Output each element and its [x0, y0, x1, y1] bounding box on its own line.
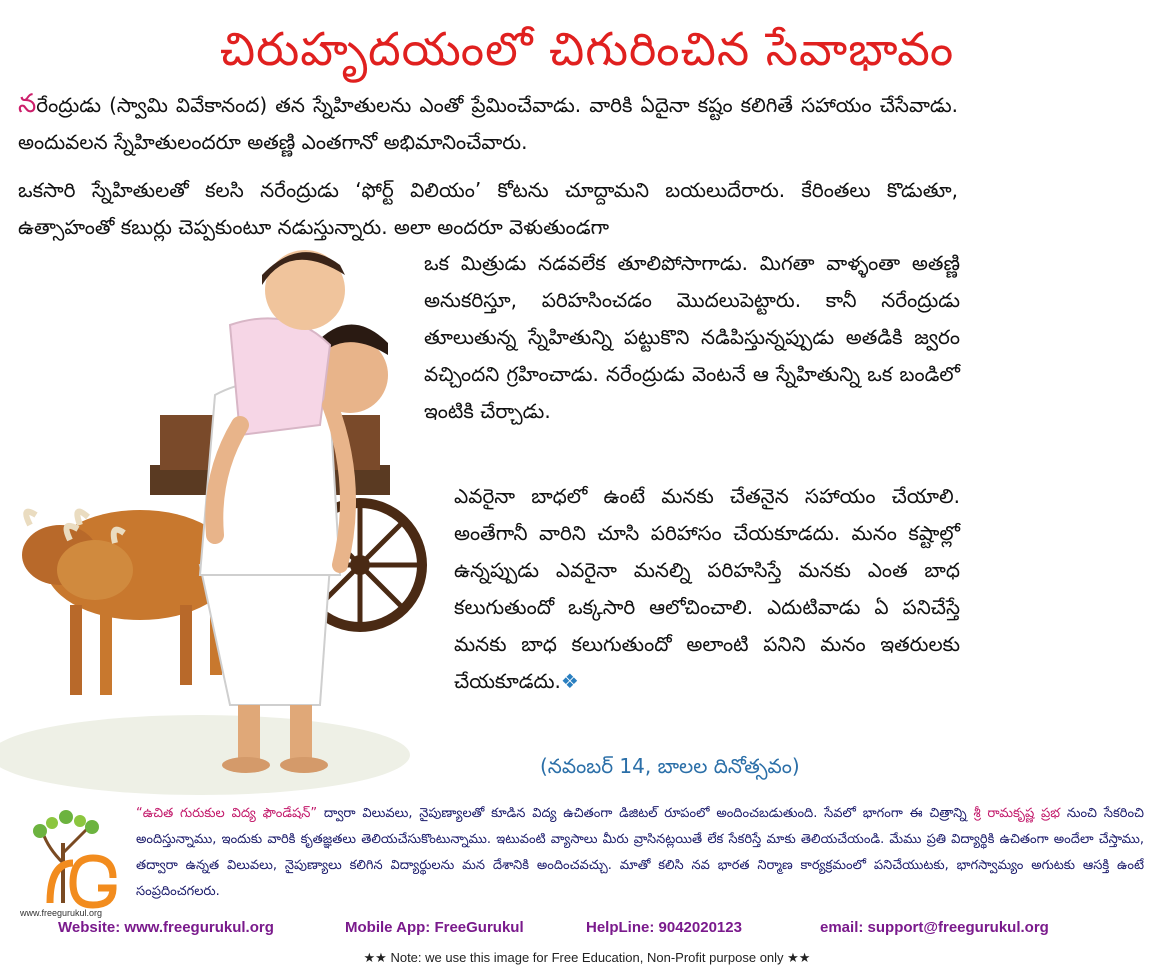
paragraph-moral-text: ఎవరైనా బాధలో ఉంటే మనకు చేతనైన సహాయం చేయాలి. అంతేగానీ వారిని చూసి పరిహాసం చేయకూడదు. మనం కష్టాల్లో ఉన్నప్పుడు ఎవరైనా మనల్ని పరిహసిస్తే మనకు ఎంత బాధ కలుగుతుందో ఒక్కసారి ఆలోచించాలి. ఎదుటివాడు ఏ పనిచేస్తే మనకు బాధ కలుగుతుందో అలాంటి పనిని మనం ఇతరులకు చేయకూడదు.: [454, 484, 960, 693]
paragraph-moral: [454, 478, 960, 700]
footer-text-2: నుంచి సేకరించి అందిస్తున్నాము, ఇందుకు వారికి కృతజ్ఞతలు తెలియచేసుకొంటున్నాము. ఇటువంటి వ్యాసాలు మీరు వ్రాసినట్లయితే లేక సేకరిస్తే మాకు తెలియచేయండి. మేము ప్రతి విద్యార్థికి ఉచితంగా అందేలా చేస్తాము, తద్వారా ఉన్నత విలువలు, నైపుణ్యాలు కలిగిన విద్యార్థులను మన దేశానికి అందించవచ్చు. మాతో కలిసి నవ భారత నిర్మాణ కార్యక్రమంలో పనిచేయుటకు, భాగస్వామ్యం అగుటకు ఆసక్తి ఉంటే సంప్రదించగలరు.: [136, 806, 1144, 899]
website-label: Website:: [58, 919, 121, 936]
end-mark-icon: ❖: [560, 669, 579, 693]
freegurukul-logo: [18, 803, 138, 919]
footer-description: [136, 801, 1144, 905]
org-name: “ఉచిత గురుకుల విద్య ఫౌండేషన్”: [136, 806, 318, 821]
paragraph-story-start: ఒకసారి స్నేహితులతో కలసి నరేంద్రుడు ‘ఫోర్ట్ విలియం’ కోటను చూద్దామని బయలుదేరారు. కేరింతలు కొడుతూ, ఉత్సాహంతో కబుర్లు చెప్పకుంటూ నడుస్తున్నారు. అలా అందరూ వెళుతుండగా: [18, 178, 958, 239]
helpline-info: [586, 919, 742, 936]
website-link[interactable]: www.freegurukul.org: [124, 919, 274, 936]
dateline: (నవంబర్ 14, బాలల దినోత్సవం): [540, 754, 800, 778]
footer: [0, 795, 1174, 976]
email-label: email:: [820, 919, 864, 936]
ground-shadow: [0, 715, 410, 795]
app-info: [345, 919, 524, 936]
story-illustration: [0, 235, 440, 795]
page-title: చిరుహృదయంలో చిగురించిన సేవాభావం: [219, 22, 955, 76]
app-name: FreeGurukul: [434, 919, 524, 936]
helpline-number[interactable]: 9042020123: [658, 919, 742, 936]
usage-note: ★★ Note: we use this image for Free Education, Non-Profit purpose only ★★: [363, 950, 811, 965]
email-link[interactable]: support@freegurukul.org: [867, 919, 1049, 936]
helpline-label: HelpLine:: [586, 919, 655, 936]
website-info: [58, 919, 274, 936]
footer-text-1: ద్వారా విలువలు, నైపుణ్యాలతో కూడిన విద్య ఉచితంగా డిజిటల్ రూపంలో అందించబడుతుంది. సేవలో భాగంగా ఈ చిత్రాన్ని: [317, 806, 974, 821]
drop-cap: న: [18, 89, 37, 119]
paragraph-intro: [18, 86, 958, 161]
email-info: [820, 919, 1049, 936]
paragraph-intro-text: రేంద్రుడు (స్వామి వివేకానంద) తన స్నేహితులను ఎంతో ప్రేమించేవాడు. వారికి ఏదైనా కష్టం కలిగితే సహాయం చేసేవాడు. అందువలన స్నేహితులందరూ అతణ్ణి ఎంతగానో అభిమానించేవారు.: [18, 93, 958, 154]
app-label: Mobile App:: [345, 919, 431, 936]
logo-url: www.freegurukul.org: [20, 908, 103, 918]
source-name: శ్రీ రామకృష్ణ ప్రభ: [973, 806, 1061, 821]
paragraph-story-continued: ఒక మిత్రుడు నడవలేక తూలిపోసాగాడు. మిగతా వాళ్ళంతా అతణ్ణి అనుకరిస్తూ, పరిహసించడం మొదలుపెట్టారు. కానీ నరేంద్రుడు తూలుతున్న స్నేహితున్ని పట్టుకొని నడిపిస్తున్నప్పుడు అతడికి జ్వరం వచ్చిందని గ్రహించాడు. నరేంద్రుడు వెంటనే ఆ స్నేహితున్ని ఒక బండిలో ఇంటికి చేర్చాడు.: [424, 251, 960, 423]
